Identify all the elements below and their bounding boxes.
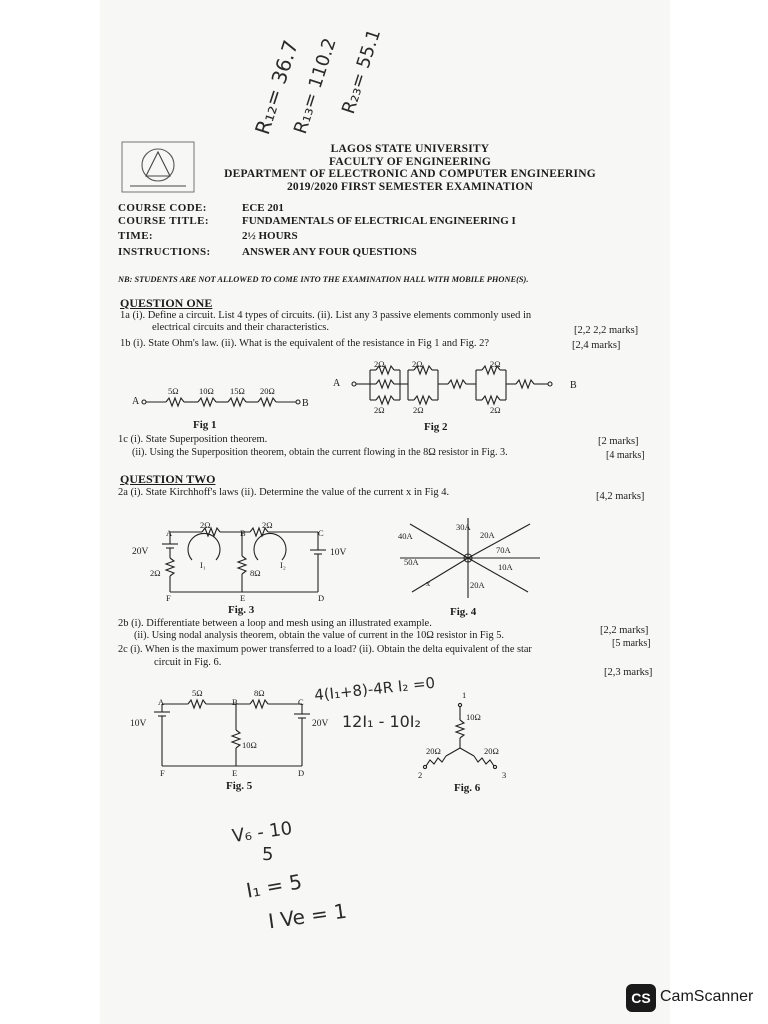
fig5-node-c: C [298,697,304,707]
fig3-v2: 10V [330,548,347,558]
mobile-phone-note: NB: STUDENTS ARE NOT ALLOWED TO COME INTO THE EXAMINATION HALL WITH MOBILE PHONE(S). [118,275,529,284]
fig6-star-circuit [410,700,510,780]
fig6-r1: 10Ω [466,712,481,722]
question-two-heading: QUESTION TWO [120,472,216,486]
q2a-marks: [4,2 marks] [596,491,645,502]
q1c-line2: (ii). Using the Superposition theorem, obtain the current flowing in the 8Ω resistor in Fig. 3. [132,447,508,458]
fig3-node-f: F [166,593,171,603]
fig3-i2: I₂ [280,560,286,570]
fig4-current-70a: 70A [496,545,511,555]
fig6-caption: Fig. 6 [454,782,481,794]
fig6-terminal-3: 3 [502,770,507,780]
fig6-terminal-2: 2 [418,770,423,780]
fig5-node-f: F [160,768,165,778]
fig4-current-x: x [426,578,431,588]
fig5-node-a: A [158,697,165,707]
university-logo [120,140,200,196]
handwritten-working-4: I Ve = 1 [266,898,349,934]
fig3-caption: Fig. 3 [228,604,255,616]
fig3-i1: I₁ [200,560,206,570]
fig5-node-b: B [232,697,238,707]
handwritten-working-3: I₁ = 5 [244,869,304,903]
fig4-caption: Fig. 4 [450,606,477,618]
fig1-r4: 20Ω [260,386,275,396]
time-label: TIME: [118,230,153,242]
handwritten-working-2: 5 [262,844,274,865]
course-title: FUNDAMENTALS OF ELECTRICAL ENGINEERING I [242,215,516,227]
fig5-v2: 20V [312,719,329,729]
faculty-name: FACULTY OF ENGINEERING [328,156,491,168]
university-name: LAGOS STATE UNIVERSITY [330,143,490,155]
fig1-caption: Fig 1 [193,419,217,431]
q2c-marks: [2,3 marks] [604,667,653,678]
fig2-node-a: A [333,378,341,389]
fig6-terminal-1: 1 [462,690,467,700]
fig5-r1: 5Ω [192,688,203,698]
fig5-v1: 10V [130,719,147,729]
fig5-node-e: E [232,768,238,778]
question-one-heading: QUESTION ONE [120,296,213,310]
fig1-r2: 10Ω [199,386,214,396]
handwritten-working-1: V₆ - 10 [230,817,294,848]
q2a-line: 2a (i). State Kirchhoff's laws (ii). Determine the value of the current x in Fig 4. [118,487,450,498]
fig3-node-d: D [318,593,325,603]
fig4-current-30a: 30A [456,522,471,532]
fig2-node-b: B [570,380,577,391]
fig4-current-10a: 10A [498,562,513,572]
fig3-r-top1: 2Ω [200,520,211,530]
camscanner-logo-icon: CS [626,984,656,1012]
fig3-r-left: 2Ω [150,568,161,578]
handwritten-note-r13: R₁₃= 110.2 [290,35,341,137]
q1b-marks: [2,4 marks] [572,340,621,351]
handwritten-equation-1: 4(I₁+8)-4R I₂ =0 [313,673,436,705]
q1a-line1: 1a (i). Define a circuit. List 4 types of circuits. (ii). List any 3 passive elements commonly used in [120,310,532,321]
fig1-series-circuit [130,384,320,414]
fig1-node-b: B [302,398,309,409]
fig4-current-20a-top: 20A [480,530,495,540]
fig3-node-e: E [240,593,246,603]
fig5-r2: 8Ω [254,688,265,698]
q1c-line1: 1c (i). State Superposition theorem. [118,434,268,445]
fig1-node-a: A [132,396,140,407]
fig4-current-40a: 40A [398,531,413,541]
fig2-r-mid2: 2Ω [413,405,424,415]
q1a-marks: [2,2 2,2 marks] [574,325,639,336]
fig5-caption: Fig. 5 [226,780,253,792]
handwritten-note-r12: R₁₂= 36.7 [250,37,303,138]
fig3-node-a: A [166,528,173,538]
fig2-r-mid1: 2Ω [412,359,423,369]
q2b-line2: (ii). Using nodal analysis theorem, obtain the value of current in the 10Ω resistor in Fig 5. [134,630,504,641]
fig1-r3: 15Ω [230,386,245,396]
exam-title: 2019/2020 FIRST SEMESTER EXAMINATION [286,181,534,193]
fig3-r-top2: 2Ω [262,520,273,530]
camscanner-watermark: CamScanner [660,988,754,1005]
q1a-line2: electrical circuits and their characteristics. [152,322,329,333]
fig2-r-bot1: 2Ω [374,405,385,415]
q1b-line: 1b (i). State Ohm's law. (ii). What is the equivalent of the resistance in Fig 1 and Fig. 2? [120,338,490,349]
q2b-line1: 2b (i). Differentiate between a loop and mesh using an illustrated example. [118,618,432,629]
fig3-node-c: C [318,528,324,538]
course-code: ECE 201 [242,202,284,214]
department-name: DEPARTMENT OF ELECTRONIC AND COMPUTER ENGINEERING [224,168,596,180]
handwritten-equation-2: 12I₁ - 10I₂ [342,712,421,731]
fig3-r-mid: 8Ω [250,568,261,578]
q2b-marks2: [5 marks] [612,638,651,649]
q2b-marks1: [2,2 marks] [600,625,649,636]
fig4-current-20a-bottom: 20A [470,580,485,590]
q2c-line2: circuit in Fig. 6. [154,657,222,668]
instructions: ANSWER ANY FOUR QUESTIONS [242,246,417,258]
fig5-nodal-circuit [140,694,320,774]
fig5-node-d: D [298,768,305,778]
fig3-v1: 20V [132,547,149,557]
q2c-line1: 2c (i). When is the maximum power transferred to a load? (ii). Obtain the delta equivalent of the star [118,644,532,655]
exam-time: 2½ HOURS [242,230,298,242]
handwritten-note-r23: R₂₃= 55.1 [338,26,386,117]
q1c-marks1: [2 marks] [598,436,639,447]
q1c-marks2: [4 marks] [606,450,645,461]
fig2-r-top1: 2Ω [374,359,385,369]
fig5-r3: 10Ω [242,740,257,750]
fig6-r3: 20Ω [484,746,499,756]
instructions-label: INSTRUCTIONS: [118,246,211,258]
fig2-caption: Fig 2 [424,421,448,433]
fig6-r2: 20Ω [426,746,441,756]
course-title-label: COURSE TITLE: [118,215,209,227]
fig4-current-50a: 50A [404,557,419,567]
course-code-label: COURSE CODE: [118,202,207,214]
fig2-r-bot2: 2Ω [490,405,501,415]
fig1-r1: 5Ω [168,386,179,396]
fig2-r-top2: 2Ω [490,359,501,369]
fig3-node-b: B [240,528,246,538]
